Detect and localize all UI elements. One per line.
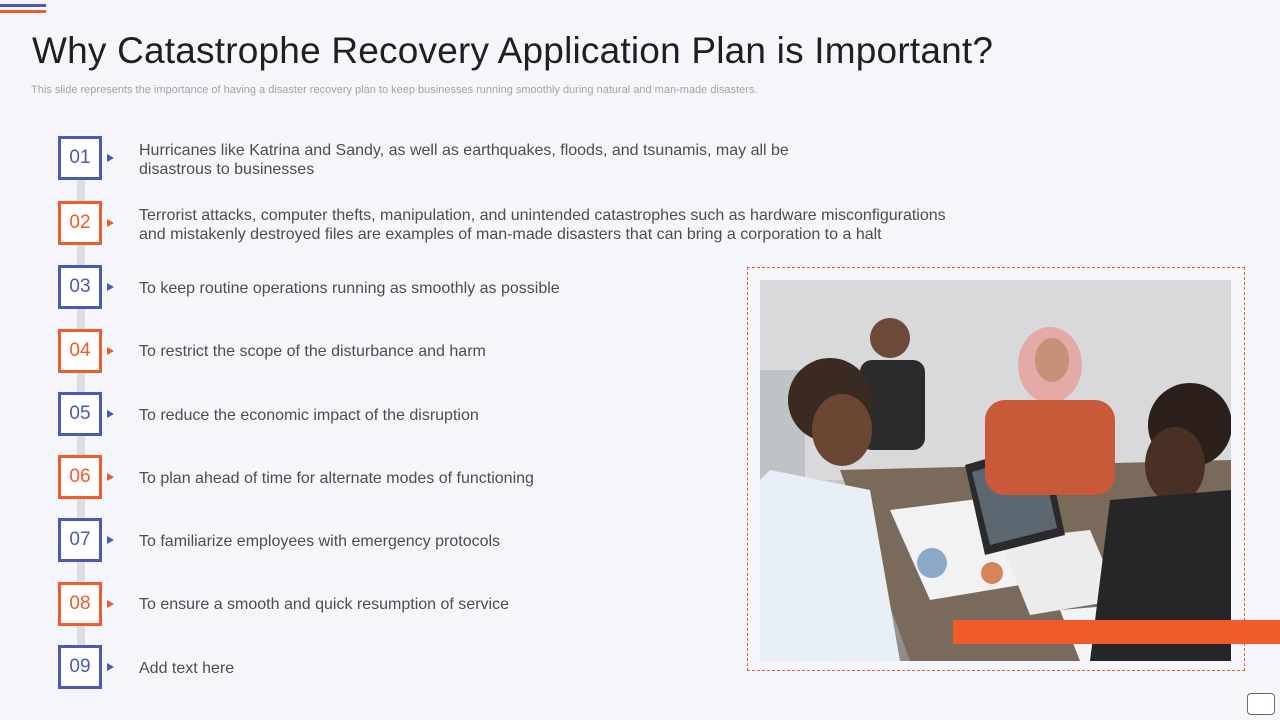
pointer-arrow-icon (107, 219, 114, 227)
step-number-07: 07 (58, 518, 102, 562)
step-number-08: 08 (58, 582, 102, 626)
pointer-arrow-icon (107, 410, 114, 418)
item-text-03: To keep routine operations running as smoothly as possible (139, 280, 560, 297)
accent-bar (953, 620, 1280, 644)
item-text-05: To reduce the economic impact of the disruption (139, 407, 479, 424)
item-text-02-line2: and mistakenly destroyed files are examples of man-made disasters that can bring a corporation to a halt (139, 226, 882, 243)
item-text-04: To restrict the scope of the disturbance and harm (139, 343, 486, 360)
brand-bar-orange (0, 10, 46, 13)
slide-title: Why Catastrophe Recovery Application Plan is Important? (32, 30, 994, 71)
team-meeting-illustration (760, 280, 1231, 661)
item-text-09: Add text here (139, 660, 235, 677)
step-number-02: 02 (58, 201, 102, 245)
step-number-09: 09 (58, 645, 102, 689)
step-number-03: 03 (58, 265, 102, 309)
item-text-06: To plan ahead of time for alternate modes of functioning (139, 470, 534, 487)
pointer-arrow-icon (107, 600, 114, 608)
pointer-arrow-icon (107, 283, 114, 291)
step-number-04: 04 (58, 329, 102, 373)
pointer-arrow-icon (107, 663, 114, 671)
slide-nav-button[interactable] (1247, 693, 1275, 715)
brand-bar-blue (0, 4, 46, 7)
step-number-05: 05 (58, 392, 102, 436)
slide-subtitle: This slide represents the importance of having a disaster recovery plan to keep businesses running smoothly during natural and man-made disasters. (31, 84, 758, 96)
step-number-01: 01 (58, 136, 102, 180)
item-text-01-line2: disastrous to businesses (139, 161, 315, 178)
team-meeting-photo (760, 280, 1231, 661)
pointer-arrow-icon (107, 473, 114, 481)
item-text-02 (139, 206, 946, 244)
item-text-01 (139, 141, 789, 179)
step-number-06: 06 (58, 455, 102, 499)
pointer-arrow-icon (107, 536, 114, 544)
brand-bars (0, 4, 46, 16)
item-text-01-line1: Hurricanes like Katrina and Sandy, as well as earthquakes, floods, and tsunamis, may all be (139, 142, 789, 159)
item-text-08: To ensure a smooth and quick resumption of service (139, 596, 509, 613)
item-text-02-line1: Terrorist attacks, computer thefts, manipulation, and unintended catastrophes such as hardware misconfigurations (139, 207, 946, 224)
pointer-arrow-icon (107, 154, 114, 162)
item-text-07: To familiarize employees with emergency protocols (139, 533, 501, 550)
pointer-arrow-icon (107, 347, 114, 355)
